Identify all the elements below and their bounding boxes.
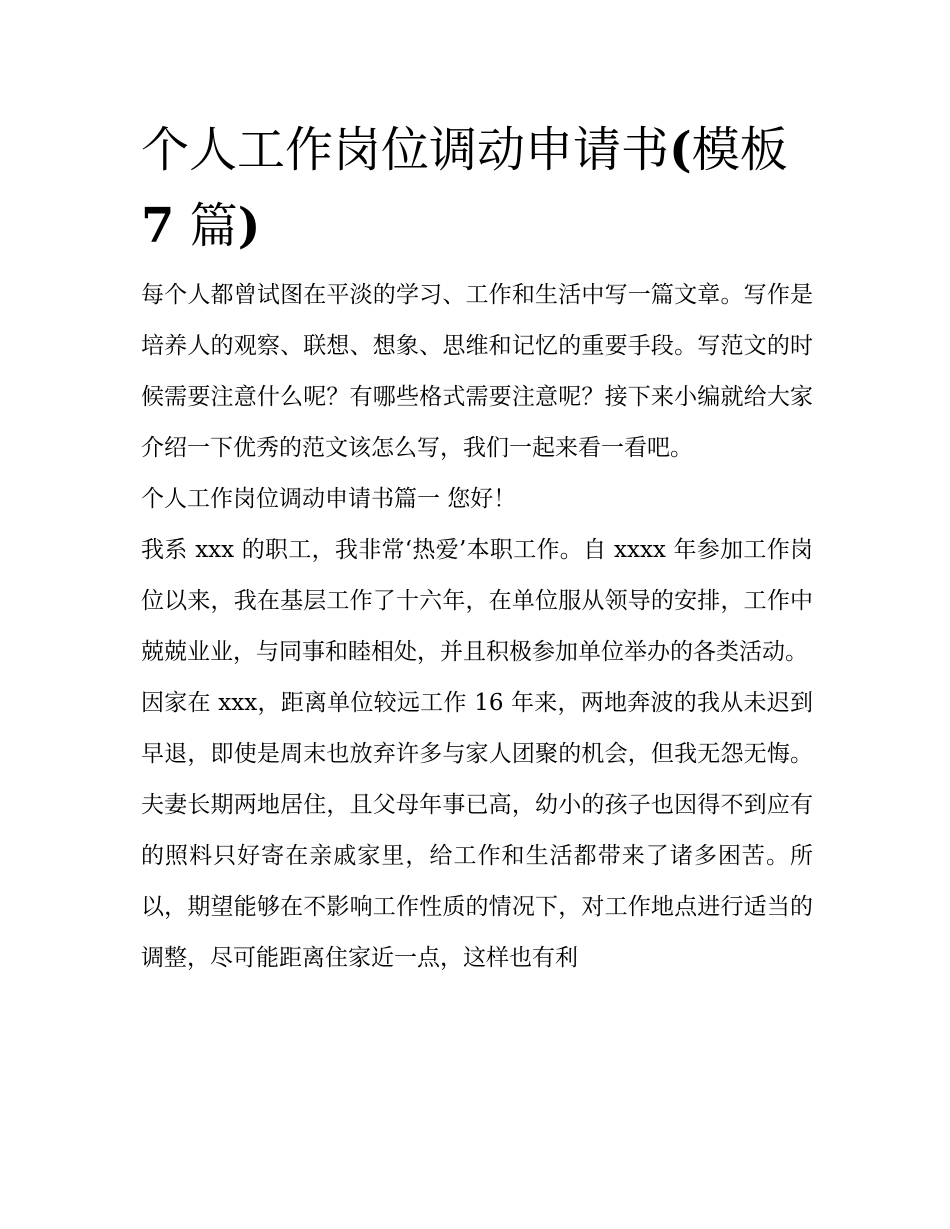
document-body (141, 112, 813, 984)
document-title (141, 112, 813, 264)
intro-paragraph: 每个人都曾试图在平淡的学习、工作和生活中写一篇文章。写作是培养人的观察、联想、想象、思维和记忆的重要手段。写范文的时候需要注意什么呢？有哪些格式需要注意呢？接下来小编就给大家介绍一下优秀的范文该怎么写，我们一起来看一看吧。 (141, 282, 813, 461)
title-count: 7 (141, 198, 175, 254)
title-pian-text: 篇 (189, 198, 238, 254)
section-heading-paragraph: 个人工作岗位调动申请书篇一 您好！ (141, 486, 517, 512)
title-paren-open: ( (669, 122, 692, 178)
title-template-text: 模板 (691, 122, 788, 178)
title-text: 个人工作岗位调动申请书 (141, 122, 670, 178)
body-paragraph-1: 我系 xxx 的职工，我非常‘热爱’本职工作。自 xxxx 年参加工作岗位以来，我在基层工作了十六年，在单位服从领导的安排，工作中兢兢业业，与同事和睦相处，并且积极参加单位举办的各类活动。 (141, 537, 813, 665)
title-paren-close: ) (237, 198, 261, 254)
body-paragraph-2: 因家在 xxx，距离单位较远工作 16 年来，两地奔波的我从未迟到早退，即使是周末也放弃许多与家人团聚的机会，但我无怨无悔。夫妻长期两地居住，且父母年事已高，幼小的孩子也因得不到应有的照料只好寄在亲戚家里，给工作和生活都带来了诸多困苦。所以，期望能够在不影响工作性质的情况下，对工作地点进行适当的调整，尽可能距离住家近一点，这样也有利 (141, 690, 813, 971)
